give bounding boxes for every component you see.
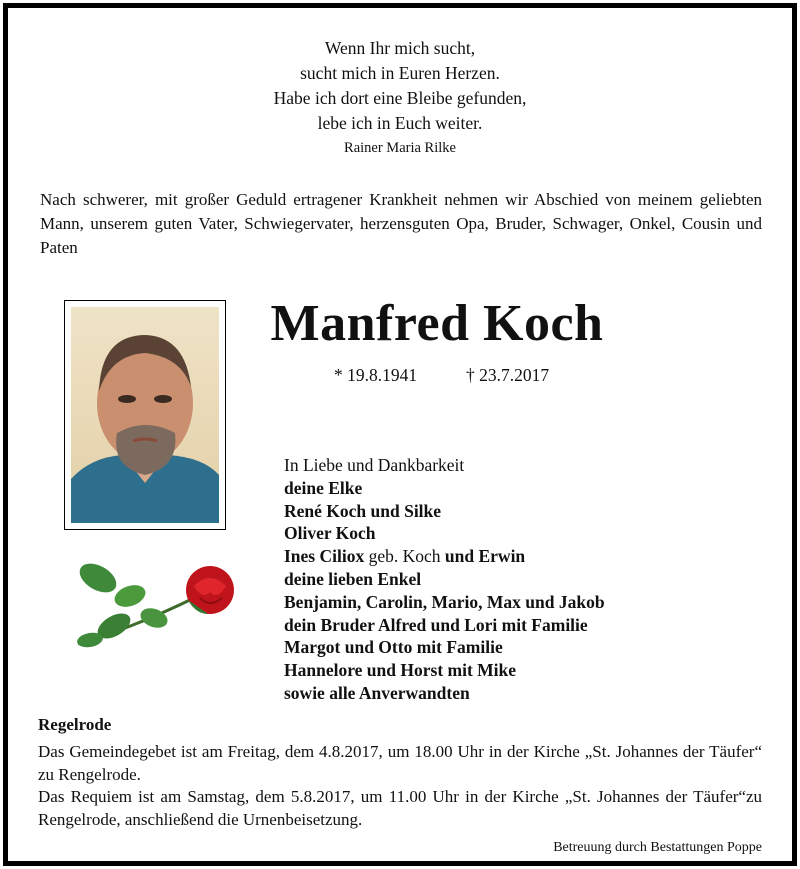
mourner-line bbox=[284, 545, 605, 568]
mourner-line: Benjamin, Carolin, Mario, Max und Jakob bbox=[284, 591, 605, 612]
poem-line: sucht mich in Euren Herzen. bbox=[300, 63, 500, 83]
intro-text: Nach schwerer, mit großer Geduld ertragener Krankheit nehmen wir Abschied von meinem geliebten Mann, unserem guten Vater, Schwiegervater, herzensguten Opa, Bruder, Schwager, Onkel, Cousin und Paten bbox=[40, 190, 762, 257]
mourners-intro: In Liebe und Dankbarkeit bbox=[284, 455, 465, 475]
prayer-service: Das Gemeindegebet ist am Freitag, dem 4.8.2017, um 18.00 Uhr in der Kirche „St. Johannes der Täufer“ zu Rengelrode. bbox=[38, 742, 762, 784]
deceased-name: Manfred Koch bbox=[270, 295, 604, 352]
poem bbox=[8, 36, 792, 136]
mourner-line: Margot und Otto mit Familie bbox=[284, 637, 503, 658]
mourner-line: deine lieben Enkel bbox=[284, 568, 422, 589]
mourner-line: sowie alle Anverwandten bbox=[284, 682, 470, 703]
mourner-line: deine Elke bbox=[284, 477, 363, 498]
poem-line: Wenn Ihr mich sucht, bbox=[324, 38, 476, 58]
poem-line: Habe ich dort eine Bleibe gefunden, bbox=[273, 88, 527, 108]
requiem-service: Das Requiem ist am Samstag, dem 5.8.2017, um 11.00 Uhr in der Kirche „St. Johannes der Täufer“zu Rengelrode, anschließend die Urnenbeisetzung. bbox=[38, 787, 762, 829]
service-details bbox=[38, 741, 762, 831]
obituary-frame bbox=[3, 3, 797, 866]
birth-date: * 19.8.1941 bbox=[334, 365, 418, 385]
mourner-line: Hannelore und Horst mit Mike bbox=[284, 660, 517, 681]
mourners-list bbox=[284, 454, 605, 705]
death-date: † 23.7.2017 bbox=[466, 365, 550, 385]
rose-image bbox=[68, 556, 238, 656]
maiden-name-note: geb. Koch bbox=[364, 546, 445, 567]
undertaker-note: Betreuung durch Bestattungen Poppe bbox=[553, 840, 762, 855]
mourner-line: Oliver Koch bbox=[284, 523, 376, 544]
mourner-line: dein Bruder Alfred und Lori mit Familie bbox=[284, 614, 588, 635]
place-heading: Regelrode bbox=[38, 715, 112, 734]
mourner-name: Ines Ciliox bbox=[284, 546, 365, 567]
poem-line: lebe ich in Euch weiter. bbox=[317, 113, 483, 133]
mourner-partner: und Erwin bbox=[444, 546, 526, 567]
mourner-line: René Koch und Silke bbox=[284, 500, 442, 521]
poem-author: Rainer Maria Rilke bbox=[344, 140, 456, 156]
